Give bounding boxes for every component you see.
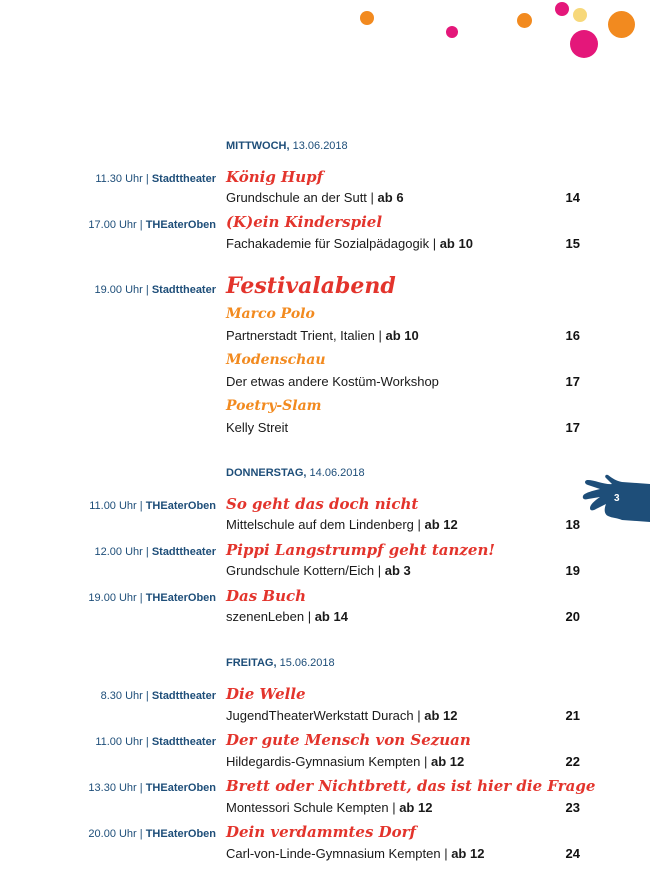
confetti-dot [446,26,458,38]
event-time-venue: 17.00 Uhr | THEaterOben [88,219,216,231]
event-time-venue: 8.30 Uhr | Stadttheater [100,690,216,702]
event-group: Partnerstadt Trient, Italien | ab 10 [226,328,419,343]
confetti-dot [555,2,569,16]
event-subtitle: Marco Polo [226,306,315,322]
event-title-festivalabend: Festivalabend [226,273,396,299]
event-title: (K)ein Kinderspiel [226,213,383,231]
event-time-venue: 11.30 Uhr | Stadttheater [95,173,216,185]
event-time-venue: 19.00 Uhr | Stadttheater [94,284,216,296]
event-title: Pippi Langstrumpf geht tanzen! [226,541,495,559]
event-group: Montessori Schule Kempten | ab 12 [226,800,433,815]
event-page-number: 18 [565,517,580,532]
event-page-number: 17 [565,420,580,435]
event-page-number: 24 [565,846,580,861]
event-group: Kelly Streit [226,420,289,435]
event-time-venue: 13.30 Uhr | THEaterOben [88,782,216,794]
event-subtitle: Poetry-Slam [226,398,322,414]
confetti-dot [570,30,598,58]
day-header-friday: FREITAG, 15.06.2018 [226,657,335,669]
confetti-dot [517,13,532,28]
event-group: Grundschule Kottern/Eich | ab 3 [226,563,411,578]
event-page-number: 17 [565,374,580,389]
event-page-number: 22 [565,754,580,769]
event-page-number: 20 [565,609,580,624]
event-page-number: 19 [565,563,580,578]
event-title: König Hupf [226,168,324,186]
event-time-venue: 20.00 Uhr | THEaterOben [88,828,216,840]
event-title: Das Buch [226,587,307,605]
confetti-dot [573,8,587,22]
event-page-number: 16 [565,328,580,343]
event-group: Hildegardis-Gymnasium Kempten | ab 12 [226,754,465,769]
event-group: Fachakademie für Sozialpädagogik | ab 10 [226,236,473,251]
event-page-number: 14 [565,190,580,205]
event-group: Carl-von-Linde-Gymnasium Kempten | ab 12 [226,846,485,861]
event-title: So geht das doch nicht [226,495,419,513]
confetti-dot [608,11,635,38]
event-title: Dein verdammtes Dorf [226,823,416,841]
event-group: Mittelschule auf dem Lindenberg | ab 12 [226,517,458,532]
event-group: JugendTheaterWerkstatt Durach | ab 12 [226,708,458,723]
day-header-thursday: DONNERSTAG, 14.06.2018 [226,467,365,479]
event-group: Der etwas andere Kostüm-Workshop [226,374,439,389]
event-page-number: 15 [565,236,580,251]
event-time-venue: 12.00 Uhr | Stadttheater [94,546,216,558]
confetti-dot [360,11,374,25]
page-number: 3 [614,493,620,504]
event-title: Brett oder Nichtbrett, das ist hier die Frage [226,777,596,795]
event-page-number: 23 [565,800,580,815]
event-title: Die Welle [226,685,306,703]
event-time-venue: 11.00 Uhr | THEaterOben [89,500,216,512]
event-time-venue: 19.00 Uhr | THEaterOben [88,592,216,604]
event-group: szenenLeben | ab 14 [226,609,348,624]
event-subtitle: Modenschau [226,352,326,368]
event-group: Grundschule an der Sutt | ab 6 [226,190,404,205]
event-title: Der gute Mensch von Sezuan [226,731,471,749]
event-time-venue: 11.00 Uhr | Stadttheater [95,736,216,748]
day-header-wednesday: MITTWOCH, 13.06.2018 [226,140,348,152]
event-page-number: 21 [565,708,580,723]
